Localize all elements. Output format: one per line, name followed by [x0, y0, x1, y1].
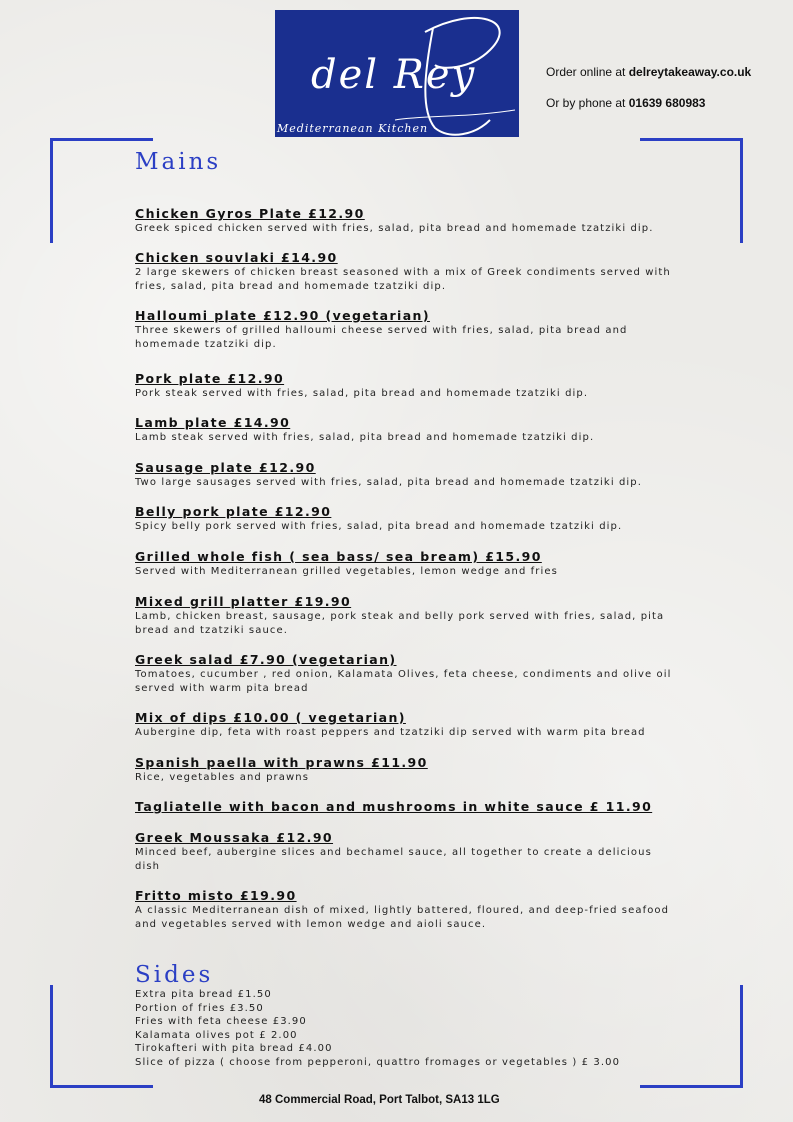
menu-item-description: Tomatoes, cucumber , red onion, Kalamata Olives, feta cheese, condiments and olive oil served with warm pita bread — [135, 669, 672, 694]
menu-item — [135, 251, 675, 294]
menu-item — [135, 711, 675, 740]
menu-item-title: Spanish paella with prawns £11.90 — [135, 755, 428, 770]
menu-item — [135, 207, 675, 236]
menu-item — [135, 831, 675, 874]
menu-item — [135, 756, 675, 785]
side-item: Kalamata olives pot £ 2.00 — [135, 1029, 298, 1041]
logo-tagline: Mediterranean Kitchen — [277, 122, 429, 135]
side-item: Fries with feta cheese £3.90 — [135, 1016, 307, 1027]
website-link[interactable]: delreytakeaway.co.uk — [628, 65, 752, 79]
mains-heading: Mains — [135, 149, 222, 175]
menu-item-title: Mixed grill platter £19.90 — [135, 594, 352, 609]
menu-item — [135, 550, 675, 579]
side-item: Extra pita bread £1.50 — [135, 989, 272, 1000]
menu-item-title: Fritto misto £19.90 — [135, 888, 297, 903]
menu-item — [135, 372, 675, 401]
order-online-line — [546, 65, 751, 79]
menu-item — [135, 595, 675, 638]
menu-item-title: Greek salad £7.90 (vegetarian) — [135, 652, 397, 667]
side-item: Portion of fries £3.50 — [135, 1002, 264, 1014]
menu-item-title: Halloumi plate £12.90 (vegetarian) — [135, 308, 430, 323]
menu-item-description: Minced beef, aubergine slices and bechamel sauce, all together to create a delicious dish — [135, 847, 652, 872]
sides-heading: Sides — [135, 962, 214, 988]
menu-item-description: Lamb steak served with fries, salad, pita bread and homemade tzatziki dip. — [135, 432, 595, 443]
menu-item-description: Aubergine dip, feta with roast peppers and tzatziki dip served with warm pita bread — [135, 727, 646, 738]
menu-item — [135, 889, 675, 932]
menu-item-title: Belly pork plate £12.90 — [135, 504, 332, 519]
menu-item-title: Chicken Gyros Plate £12.90 — [135, 206, 365, 221]
menu-item-description: A classic Mediterranean dish of mixed, lightly battered, floured, and deep-fried seafood and vegetables served with lemon wedge and aioli sauce. — [135, 905, 670, 930]
menu-item-title: Lamb plate £14.90 — [135, 415, 291, 430]
phone-number[interactable]: 01639 680983 — [628, 96, 706, 110]
menu-item-description: 2 large skewers of chicken breast seasoned with a mix of Greek condiments served with fries, salad, pita bread and homemade tzatziki dip. — [135, 267, 671, 292]
menu-item — [135, 461, 675, 490]
menu-item-title: Pork plate £12.90 — [135, 371, 285, 386]
menu-item-description: Greek spiced chicken served with fries, salad, pita bread and homemade tzatziki dip. — [135, 223, 654, 234]
order-phone-line — [546, 96, 705, 110]
side-item: Slice of pizza ( choose from pepperoni, quattro fromages or vegetables ) £ 3.00 — [135, 1056, 621, 1068]
logo-wordmark: del Rey — [311, 52, 477, 98]
brand-logo — [275, 10, 519, 137]
menu-item-title: Sausage plate £12.90 — [135, 460, 316, 475]
menu-item-description: Spicy belly pork served with fries, salad, pita bread and homemade tzatziki dip. — [135, 521, 623, 532]
menu-item — [135, 653, 675, 696]
menu-item-description: Two large sausages served with fries, salad, pita bread and homemade tzatziki dip. — [135, 477, 643, 488]
menu-item-title: Grilled whole fish ( sea bass/ sea bream) £15.90 — [135, 549, 542, 564]
side-item: Tirokafteri with pita bread £4.00 — [135, 1043, 333, 1054]
menu-item — [135, 416, 675, 445]
menu-item — [135, 309, 675, 352]
order-online-label: Order online at — [546, 65, 629, 79]
menu-item-title: Mix of dips £10.00 ( vegetarian) — [135, 710, 406, 725]
menu-item-title: Chicken souvlaki £14.90 — [135, 250, 338, 265]
menu-item-title: Tagliatelle with bacon and mushrooms in white sauce £ 11.90 — [135, 799, 653, 814]
sides-list — [135, 988, 675, 1069]
menu-item-description: Lamb, chicken breast, sausage, pork steak and belly pork served with fries, salad, pita bread and tzatziki sauce. — [135, 611, 665, 636]
menu-item — [135, 505, 675, 534]
menu-item-description: Three skewers of grilled halloumi cheese served with fries, salad, pita bread and homemade tzatziki dip. — [135, 325, 628, 350]
menu-item-title: Greek Moussaka £12.90 — [135, 830, 334, 845]
menu-item — [135, 800, 675, 814]
menu-item-description: Pork steak served with fries, salad, pita bread and homemade tzatziki dip. — [135, 388, 589, 399]
menu-item-description: Rice, vegetables and prawns — [135, 772, 310, 783]
order-phone-label: Or by phone at — [546, 96, 629, 110]
footer-address: 48 Commercial Road, Port Talbot, SA13 1LG — [259, 1094, 500, 1106]
menu-item-description: Served with Mediterranean grilled vegetables, lemon wedge and fries — [135, 566, 558, 577]
